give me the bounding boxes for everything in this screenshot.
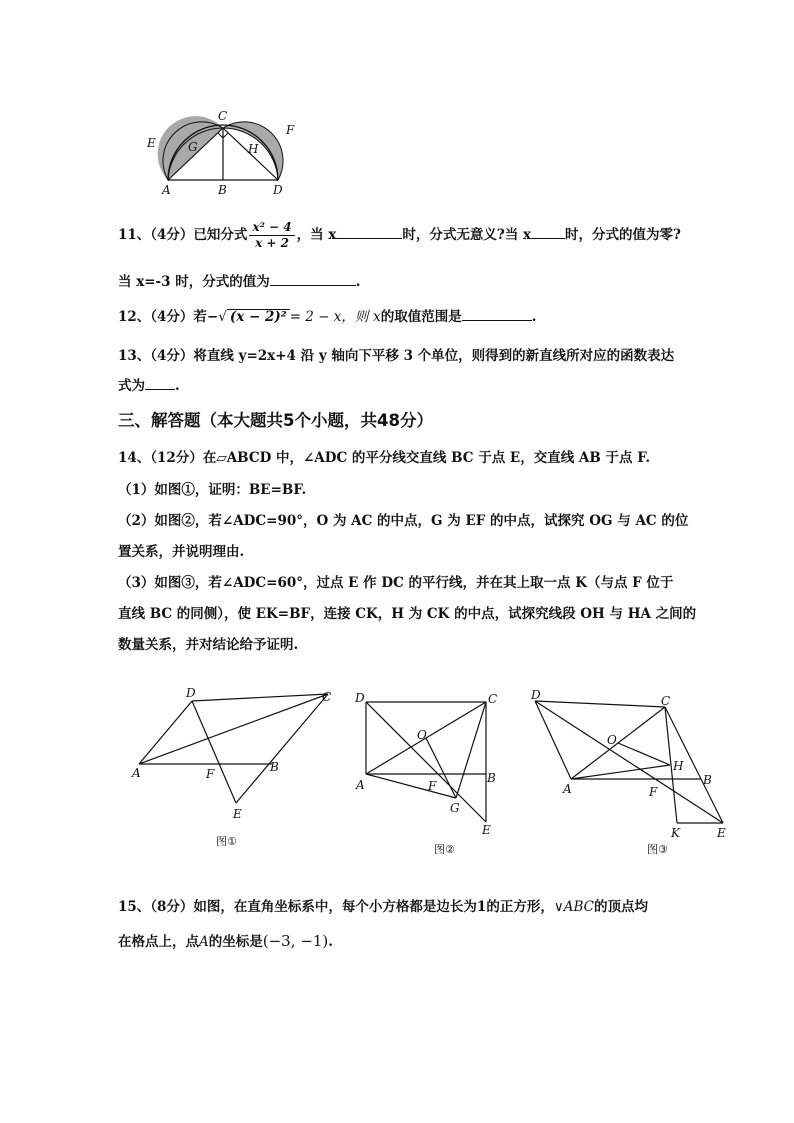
sqrt-icon: √ — [218, 309, 227, 325]
q15-line2-text: 在格点上，点 — [118, 934, 199, 950]
fig1-BC-extended — [236, 694, 328, 803]
fig1-label-A: A — [132, 766, 141, 780]
fig1-AC — [139, 694, 328, 764]
fig1-label-C: C — [322, 690, 332, 704]
q15-line1-text: 15、（8分）如图，在直角坐标系中，每个小方格都是边长为1的正方形， — [118, 899, 554, 915]
label-B: B — [218, 183, 227, 197]
q15-coord: (−3, −1) — [262, 932, 329, 950]
q11-denominator: x + 2 — [255, 236, 289, 250]
fig1-DC — [192, 694, 328, 701]
figure-1 — [130, 685, 345, 855]
q12-prefix: 12、（4分）若− — [118, 309, 219, 325]
fig2-AG — [366, 774, 456, 798]
q11-blank-3[interactable] — [270, 271, 356, 286]
fig1-label-B: B — [270, 760, 279, 774]
fig2-DE — [366, 702, 486, 822]
q14-part2-line2: 置关系，并说明理由. — [118, 544, 245, 560]
q12-line — [118, 305, 536, 325]
fig1-DE — [192, 701, 236, 803]
label-A: A — [162, 183, 171, 197]
q11-text-1: ，当 x — [296, 227, 337, 243]
label-E: E — [147, 136, 156, 150]
q14-part1: （1）如图①，证明：BE=BF. — [118, 482, 307, 498]
fig2-label-D: D — [355, 691, 365, 705]
fig3-label-A: A — [563, 782, 572, 796]
fig2-CG — [456, 702, 486, 798]
q11-numerator: x² − 4 — [249, 220, 294, 236]
fig3-label-E: E — [717, 826, 726, 840]
q15-triangle: ∨ABC — [553, 899, 594, 915]
q14-part3-line3: 数量关系，并对结论给予证明. — [118, 637, 299, 653]
q11-text-3: 时，分式的值为零? — [565, 227, 681, 243]
q11-line2-text: 当 x=-3 时，分式的值为 — [118, 274, 270, 290]
fig3-label-O: O — [607, 733, 617, 747]
q12-rest: = 2 − x，则 — [289, 309, 369, 325]
fig2-label-E: E — [482, 823, 491, 837]
q13-line2-end: . — [175, 378, 180, 394]
fig2-label-G: G — [450, 801, 460, 815]
q11-text-2: 时，分式无意义?当 x — [402, 227, 532, 243]
fig2-label-A: A — [356, 778, 365, 792]
q15-line2-end: . — [328, 934, 333, 950]
q14-intro: 14、（12分）在▱ABCD 中，∠ADC 的平分线交直线 BC 于点 E，交直线 AB 于点 F. — [118, 450, 651, 466]
q11-blank-2[interactable] — [531, 224, 565, 239]
label-H: H — [248, 142, 259, 156]
q13-blank[interactable] — [145, 375, 175, 390]
label-G: G — [188, 140, 198, 154]
fig1-label-E: E — [233, 807, 242, 821]
q12-var: x — [373, 309, 381, 325]
q15-line2 — [118, 930, 333, 950]
fig3-label-C: C — [661, 694, 671, 708]
fig3-label-K: K — [671, 826, 680, 840]
q11-line2 — [118, 270, 360, 290]
q11-prefix: 11、（4分）已知分式 — [118, 227, 248, 243]
q11-line2-end: . — [355, 274, 361, 290]
fig3-OH — [618, 743, 670, 765]
fig2-label-C: C — [488, 692, 498, 706]
label-D: D — [273, 183, 283, 197]
q14-part3-line2: 直线 BC 的同侧），使 EK=BF，连接 CK，H 为 CK 的中点，试探究线段 OH 与 HA 之间的 — [118, 606, 697, 622]
figure-3 — [525, 685, 735, 860]
fig1-label-D: D — [186, 686, 196, 700]
label-F: F — [286, 123, 295, 137]
label-C: C — [218, 109, 228, 123]
q12-blank[interactable] — [462, 306, 532, 321]
q15-line2-mid: 的坐标是 — [208, 934, 263, 950]
figure-2 — [350, 685, 510, 860]
q15-point-a: A — [199, 934, 209, 950]
q15-line1 — [118, 895, 648, 915]
fig1-caption: 图① — [216, 835, 237, 848]
q14-part2-line1: （2）如图②，若∠ADC=90°，O 为 AC 的中点，G 为 EF 的中点，试探究 OG 与 AC 的位 — [118, 513, 689, 529]
fig2-label-O: O — [417, 728, 427, 742]
fig1-label-F: F — [206, 767, 215, 781]
q14-part3-line1: （3）如图③，若∠ADC=60°，过点 E 作 DC 的平行线，并在其上取一点 K（与点 F 位于 — [118, 575, 674, 591]
fig3-DC — [535, 701, 665, 707]
q12-radicand: (x − 2)² — [227, 309, 290, 325]
q13-line2 — [118, 374, 180, 394]
section-three-title: 三、解答题（本大题共5个小题，共48分） — [118, 411, 433, 430]
fig3-label-H: H — [673, 759, 684, 773]
q11-line1 — [118, 218, 681, 252]
fig3-label-B: B — [703, 773, 712, 787]
q12-end: . — [531, 309, 537, 325]
fig2-label-B: B — [487, 771, 496, 785]
fig2-caption: 图② — [434, 843, 455, 856]
fig3-label-D: D — [531, 688, 541, 702]
fig2-label-F: F — [428, 779, 437, 793]
fig3-caption: 图③ — [647, 843, 668, 856]
q12-tail: 的取值范围是 — [380, 309, 462, 325]
q15-line1-end: 的顶点均 — [593, 899, 648, 915]
fig3-label-F: F — [649, 785, 658, 799]
q11-blank-1[interactable] — [336, 224, 402, 239]
q13-line2-text: 式为 — [118, 378, 145, 394]
q11-fraction — [249, 220, 294, 251]
q13-line1: 13、（4分）将直线 y=2x+4 沿 y 轴向下平移 3 个单位，则得到的新直线所对应的函数表达 — [118, 348, 675, 364]
semicircle-figure — [140, 106, 310, 198]
